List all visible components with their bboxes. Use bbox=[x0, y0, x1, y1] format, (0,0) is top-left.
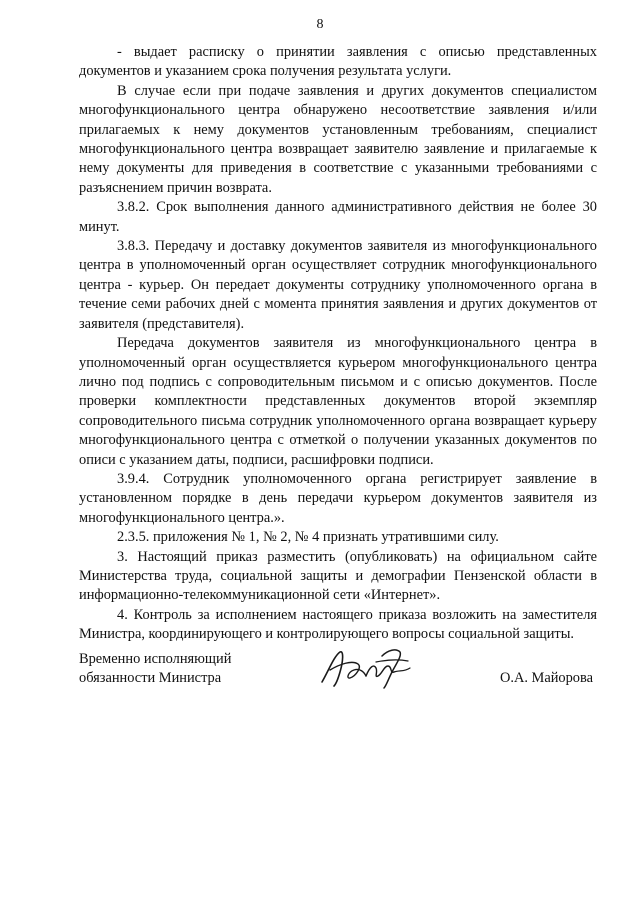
paragraph-item-4: 4. Контроль за исполнением настоящего приказа возложить на заместителя Министра, координирующего и контролирующего вопросы социальной защиты. bbox=[79, 606, 597, 643]
paragraph-item-3: 3. Настоящий приказ разместить (опубликовать) на официальном сайте Министерства труда, социальной защиты и демографии Пензенской области в информационно-телекоммуникационной сети «Интернет». bbox=[79, 548, 597, 604]
signature-block bbox=[79, 650, 597, 710]
document-body bbox=[79, 43, 597, 645]
paragraph-3-8-2: 3.8.2. Срок выполнения данного административного действия не более 30 минут. bbox=[79, 199, 597, 235]
signatory-title bbox=[79, 650, 231, 689]
paragraph-receipt: - выдает расписку о принятии заявления с описью представленных документов и указанием срока получения результата услуги. bbox=[79, 44, 597, 80]
paragraph-transfer: Передача документов заявителя из многофункционального центра в уполномоченный орган осуществляется курьером многофункционального центра лично под подпись с сопроводительным письмом и с описью документов. После проверки комплектности представленных документов второй экземпляр сопроводительного письма сотрудник уполномоченного органа возвращает курьеру многофункционального центра с отметкой о получении указанных документов по описи с указанием даты, подписи, расшифровки подписи. bbox=[79, 335, 597, 468]
signatory-title-line: обязанности Министра bbox=[79, 670, 222, 687]
paragraph-mismatch: В случае если при подаче заявления и других документов специалистом многофункционального центра обнаружено несоответствие заявления и/или прилагаемых к нему документов установленным требованиям, специалист многофункционального центра возвращает заявителю заявление и прилагаемые к нему документы для приведения в соответствие с указанными требованиями с разъяснением причин возврата. bbox=[79, 82, 597, 196]
paragraph-3-8-3: 3.8.3. Передачу и доставку документов заявителя из многофункционального центра в уполномоченный орган осуществляет сотрудник многофункционального центра - курьер. Он передает документы сотруднику уполномоченного органа в течение семи рабочих дней с момента принятия заявления и других документов от заявителя (представителя). bbox=[79, 238, 597, 332]
paragraph-2-3-5: 2.3.5. приложения № 1, № 2, № 4 признать утратившими силу. bbox=[117, 529, 499, 546]
signatory-title-line: Временно исполняющий bbox=[79, 651, 232, 667]
signatory-name: О.А. Майорова bbox=[499, 670, 593, 686]
page-number: 8 bbox=[316, 17, 324, 32]
handwritten-signature bbox=[316, 642, 416, 692]
paragraph-3-9-4: 3.9.4. Сотрудник уполномоченного органа регистрирует заявление в установленном порядке в день передачи курьером документов заявителя из многофункционального центра.». bbox=[79, 470, 597, 526]
